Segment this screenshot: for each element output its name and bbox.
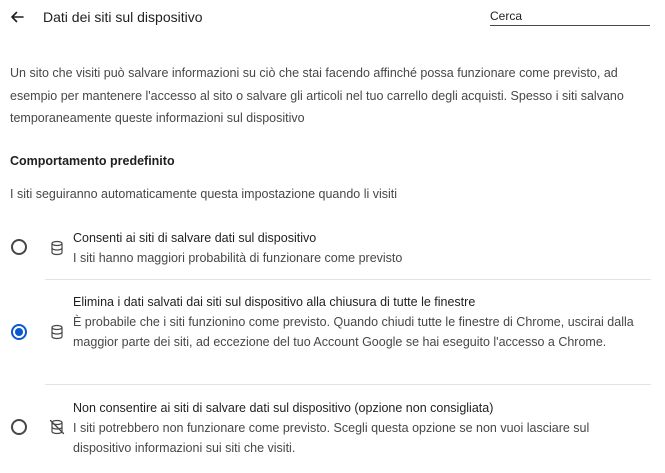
database-icon <box>49 240 65 256</box>
section-subtitle: I siti seguiranno automaticamente questa impostazione quando li visiti <box>10 187 398 201</box>
page-description: Un sito che visiti può salvare informazioni su ciò che stai facendo affinché possa funzionare come previsto, ad esempio per mantenere l'accesso al sito o salvare gli articoli nel tuo carrello degli acquisti. Spesso i siti salvano temporaneamente queste informazioni sul dispositivo <box>10 66 624 125</box>
arrow-back-icon <box>9 9 25 25</box>
option-allow[interactable] <box>0 228 665 278</box>
database-off-icon <box>49 419 65 435</box>
option-block-title: Non consentire ai siti di salvare dati sul dispositivo (opzione non consigliata) <box>73 401 494 415</box>
option-clear-on-exit[interactable] <box>0 292 665 377</box>
search-input[interactable] <box>490 7 650 26</box>
section-title: Comportamento predefinito <box>10 154 175 168</box>
page-title: Dati dei siti sul dispositivo <box>43 9 203 25</box>
option-block[interactable] <box>0 398 665 462</box>
radio-allow[interactable] <box>11 239 27 255</box>
option-clear-on-exit-title: Elimina i dati salvati dai siti sul dispositivo alla chiusura di tutte le finestre <box>73 295 476 309</box>
page-header <box>0 0 665 36</box>
option-allow-description: I siti hanno maggiori probabilità di funzionare come previsto <box>73 251 403 265</box>
radio-block[interactable] <box>11 419 27 435</box>
option-allow-title: Consenti ai siti di salvare dati sul dispositivo <box>73 231 317 245</box>
divider <box>45 279 651 280</box>
database-icon <box>49 324 65 340</box>
option-clear-on-exit-description: È probabile che i siti funzionino come previsto. Quando chiudi tutte le finestre di Chrome, uscirai dalla maggior parte dei siti, ad eccezione del tuo Account Google se hai eseguito l'accesso a Chrome. <box>73 315 634 349</box>
option-block-description: I siti potrebbero non funzionare come previsto. Scegli questa opzione se non vuoi lasciare sul dispositivo informazioni sui siti che visiti. <box>73 421 590 455</box>
divider <box>45 384 651 385</box>
back-button[interactable] <box>6 6 28 28</box>
radio-clear-on-exit[interactable] <box>11 324 27 340</box>
